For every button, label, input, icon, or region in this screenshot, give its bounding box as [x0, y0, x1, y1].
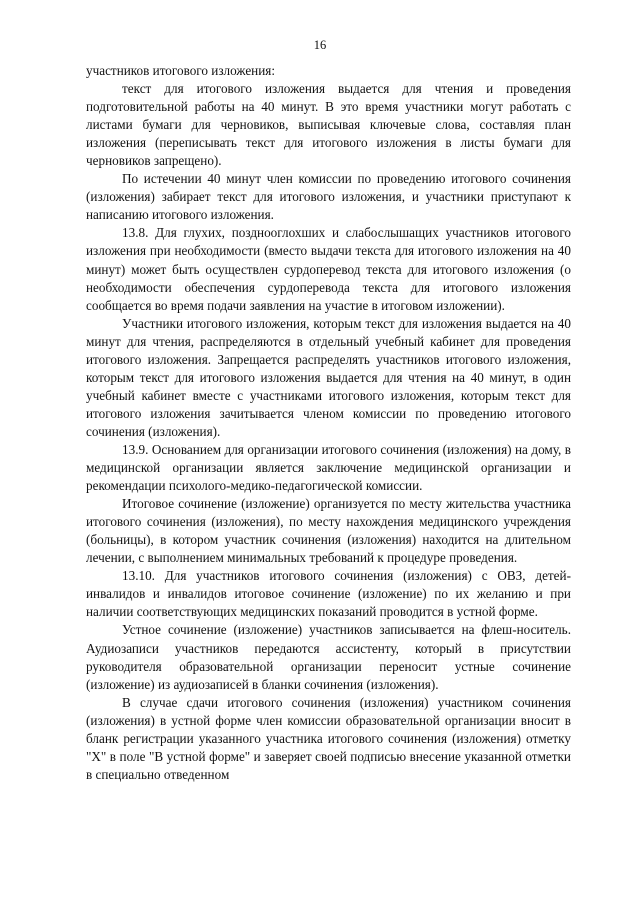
- page-number: 16: [313, 38, 327, 52]
- paragraph: По истечении 40 минут член комиссии по проведению итогового сочинения (изложения) забирает текст для итогового изложения, и участники приступают к написанию итогового изложения.: [86, 171, 571, 223]
- paragraph: В случае сдачи итогового сочинения (изложения) участником сочинения (изложения) в устной форме член комиссии образовательной организации вносит в бланк регистрации указанного участника итогового сочинения (изложения) отметку "Х" в поле "В устной форме" и заверяет своей подписью внесение указанной отметки в специально отведенном: [86, 694, 571, 782]
- paragraph: участников итогового изложения:: [86, 63, 276, 78]
- paragraph: текст для итогового изложения выдается для чтения и проведения подготовительной работы на 40 минут. В это время участники могут работать с листами бумаги для черновиков, выписывая ключевые слова, составляя план изложения (переписывать текст для итогового изложения в листы бумаги для черновиков запрещено).: [86, 81, 571, 169]
- page-body: [86, 62, 571, 784]
- paragraph: 13.10. Для участников итогового сочинения (изложения) с ОВЗ, детей-инвалидов и инвалидов итоговое сочинение (изложение) по их желанию и при наличии соответствующих медицинских показаний проводится в устной форме.: [86, 568, 571, 620]
- paragraph: Участники итогового изложения, которым текст для изложения выдается на 40 минут для чтения, распределяются в отдельный учебный кабинет для проведения итогового изложения. Запрещается распределять участников итогового изложения, которым текст для итогового изложения выдается для чтения на 40 минут, в один учебный кабинет вместе с участниками итогового изложения, которым текст для итогового изложения зачитывается членом комиссии по проведению итогового сочинения (изложения).: [86, 315, 571, 439]
- paragraph: Устное сочинение (изложение) участников записывается на флеш-носитель. Аудиозаписи участников передаются ассистенту, который в присутствии руководителя образовательной организации переносит устные сочинение (изложение) из аудиозаписей в бланки сочинения (изложения).: [86, 622, 571, 692]
- paragraph: Итоговое сочинение (изложение) организуется по месту жительства участника итогового сочинения (изложения), по месту нахождения медицинского учреждения (больницы), в котором участник сочинения (изложения) находится на длительном лечении, с выполнением минимальных требований к процедуре проведения.: [86, 496, 571, 566]
- paragraph: 13.9. Основанием для организации итогового сочинения (изложения) на дому, в медицинской организации является заключение медицинской организации и рекомендации психолого-медико-педагогической комиссии.: [86, 441, 571, 494]
- paragraph: 13.8. Для глухих, позднооглохших и слабослышащих участников итогового изложения при необходимости (вместо выдачи текста для итогового изложения на 40 минут) может быть осуществлен сурдоперевод текста для итогового изложения (о необходимости обеспечения сурдоперевода текста для итогового изложения сообщается во время подачи заявления на участие в итоговом изложении).: [86, 225, 571, 313]
